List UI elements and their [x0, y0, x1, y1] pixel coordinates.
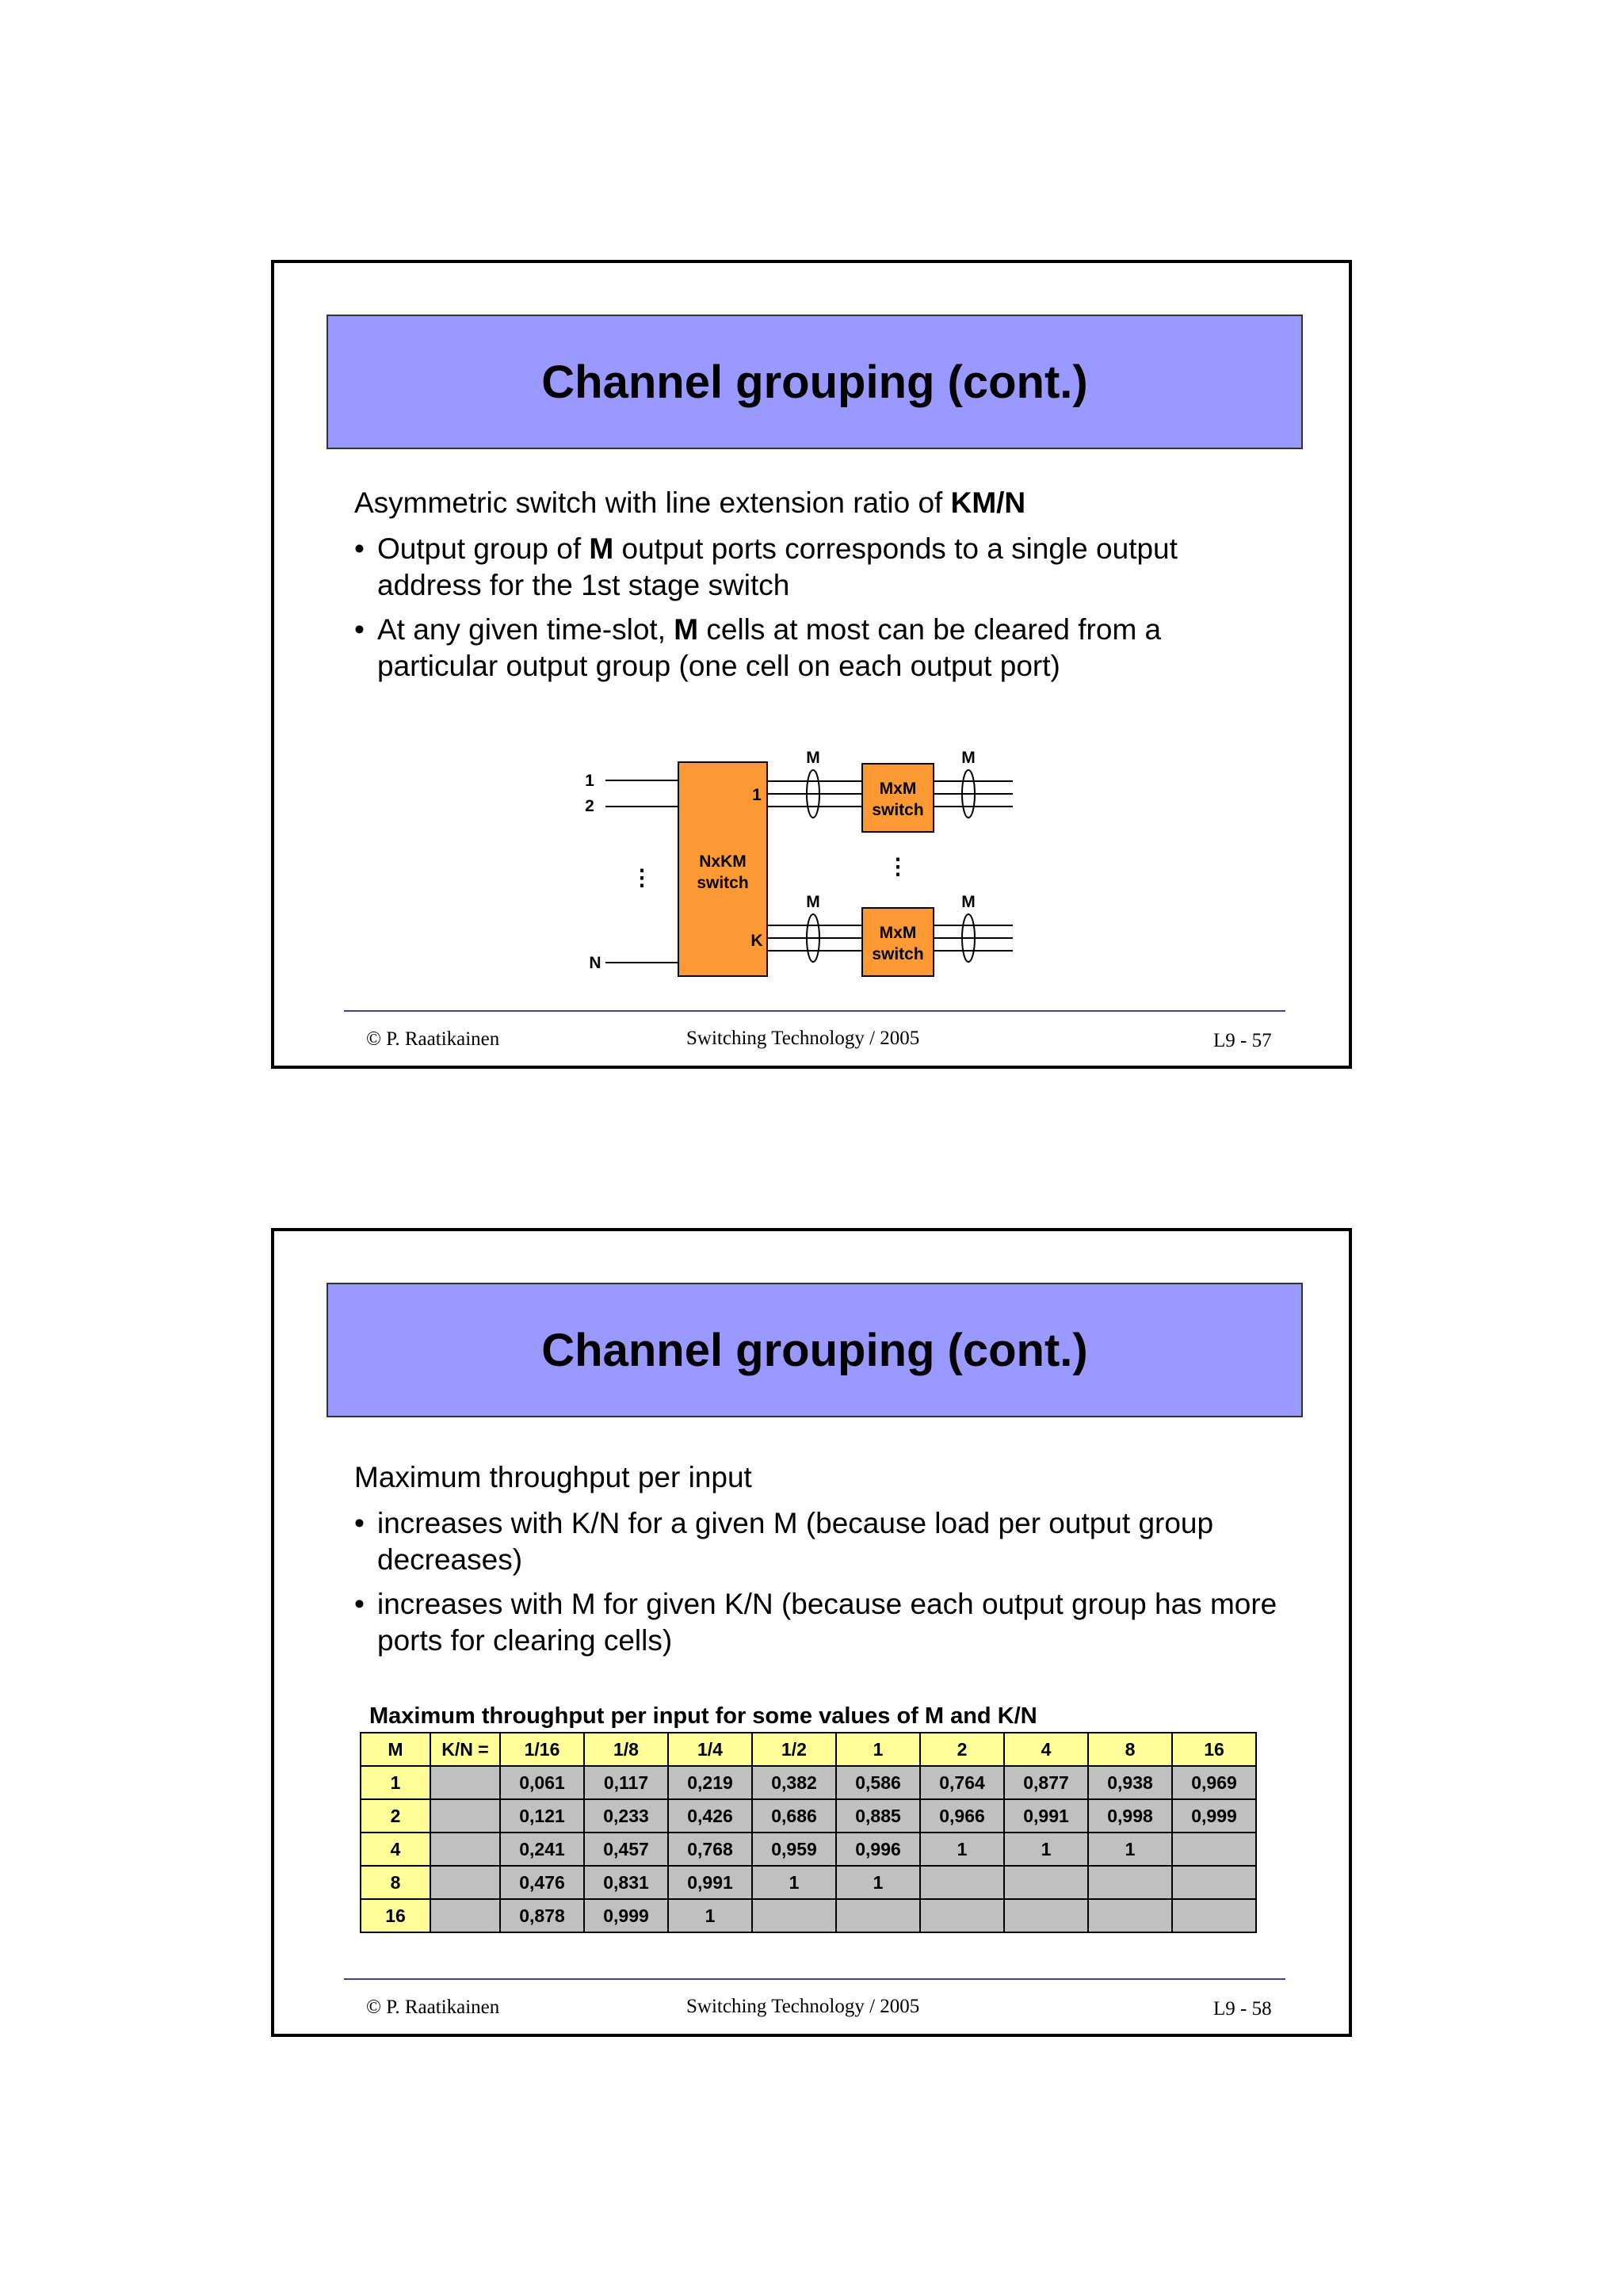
- table-header-cell: 1/2: [752, 1733, 836, 1766]
- table-cell: 0,938: [1088, 1766, 1172, 1799]
- output-label-k: K: [750, 932, 763, 950]
- table-cell: [1172, 1866, 1256, 1899]
- sub-switch-label: MxM: [879, 780, 917, 798]
- table-cell: 0,959: [752, 1833, 836, 1866]
- table-cell: [430, 1766, 500, 1799]
- table-cell: 0,382: [752, 1766, 836, 1799]
- table-row-header: 16: [361, 1899, 430, 1932]
- table-cell: [1172, 1899, 1256, 1932]
- bullet-item: • increases with K/N for a given M (because load per output group decreases): [354, 1507, 1214, 1576]
- table-cell: 0,885: [836, 1799, 920, 1833]
- table-cell: 0,686: [752, 1799, 836, 1833]
- table-cell: 1: [836, 1866, 920, 1899]
- output-label-1: 1: [752, 786, 762, 804]
- intro-line: Maximum throughput per input: [354, 1461, 752, 1493]
- table-cell: 0,457: [584, 1833, 668, 1866]
- table-cell: 0,991: [668, 1866, 752, 1899]
- table-cell: 0,998: [1088, 1799, 1172, 1833]
- table-cell: 0,768: [668, 1833, 752, 1866]
- table-cell: 0,241: [500, 1833, 584, 1866]
- slide-58: [271, 1228, 1352, 2037]
- group-label-m: M: [806, 893, 820, 911]
- table-header-cell: 1/4: [668, 1733, 752, 1766]
- table-cell: 0,878: [500, 1899, 584, 1932]
- table-header-row: [361, 1733, 1256, 1766]
- footer-author: © P. Raatikainen: [366, 1997, 500, 2018]
- table-header-cell: K/N =: [430, 1733, 500, 1766]
- sub-switch-label: switch: [872, 801, 924, 819]
- table-header-cell: M: [361, 1733, 430, 1766]
- table-cell: 1: [1004, 1833, 1088, 1866]
- table-row-header: 4: [361, 1833, 430, 1866]
- sub-switch-label: MxM: [879, 924, 917, 942]
- slide-body: [354, 1459, 1289, 1667]
- table-cell: [1088, 1866, 1172, 1899]
- table-cell: 0,233: [584, 1799, 668, 1833]
- table-header-cell: 1/16: [500, 1733, 584, 1766]
- table-cell: 0,586: [836, 1766, 920, 1799]
- table-cell: [430, 1833, 500, 1866]
- footer-course: Switching Technology / 2005: [686, 1028, 920, 1049]
- slide-title: Channel grouping (cont.): [541, 1324, 1088, 1376]
- table-cell: [920, 1899, 1004, 1932]
- slide-title-box: [327, 1283, 1303, 1417]
- input-label-n: N: [589, 954, 601, 972]
- main-switch-label: NxKM: [699, 852, 747, 871]
- table-cell: 0,996: [836, 1833, 920, 1866]
- table-cell: 0,999: [1172, 1799, 1256, 1833]
- table-cell: 1: [920, 1833, 1004, 1866]
- table-row: [361, 1833, 1256, 1866]
- input-label-2: 2: [585, 797, 594, 815]
- table-cell: 1: [752, 1866, 836, 1899]
- table-cell: 0,999: [584, 1899, 668, 1932]
- table-cell: 0,877: [1004, 1766, 1088, 1799]
- table-header-cell: 2: [920, 1733, 1004, 1766]
- footer-course: Switching Technology / 2005: [686, 1996, 920, 2017]
- group-label-m: M: [806, 749, 820, 767]
- table-cell: 0,966: [920, 1799, 1004, 1833]
- group-label-m: M: [961, 749, 976, 767]
- table-cell: [1172, 1833, 1256, 1866]
- group-label-m: M: [961, 893, 976, 911]
- table-cell: 0,219: [668, 1766, 752, 1799]
- table-header-cell: 1/8: [584, 1733, 668, 1766]
- table-cell: [920, 1866, 1004, 1899]
- table-row: [361, 1766, 1256, 1799]
- table-cell: 0,831: [584, 1866, 668, 1899]
- table-row-header: 8: [361, 1866, 430, 1899]
- table-cell: [752, 1899, 836, 1932]
- table-row: [361, 1799, 1256, 1833]
- table-cell: 1: [668, 1899, 752, 1932]
- mxm-switch-box: [862, 908, 934, 976]
- table-header-cell: 8: [1088, 1733, 1172, 1766]
- table-cell: 0,764: [920, 1766, 1004, 1799]
- table-cell: 0,121: [500, 1799, 584, 1833]
- table-cell: 0,117: [584, 1766, 668, 1799]
- table-cell: 0,061: [500, 1766, 584, 1799]
- mxm-switch-box: [862, 764, 934, 832]
- table-row-header: 2: [361, 1799, 430, 1833]
- slide-57: [271, 260, 1352, 1069]
- table-header-cell: 4: [1004, 1733, 1088, 1766]
- main-switch-label: switch: [697, 874, 749, 892]
- table-cell: [1004, 1866, 1088, 1899]
- bullet-item: • Output group of M output ports corresponds to a single output address for the 1st stage switch: [354, 532, 1178, 601]
- table-cell: [836, 1899, 920, 1932]
- table-cell: 0,991: [1004, 1799, 1088, 1833]
- footer-author: © P. Raatikainen: [366, 1028, 500, 1050]
- table-row: [361, 1866, 1256, 1899]
- table-cell: [430, 1866, 500, 1899]
- input-ellipsis: ⋮: [631, 865, 653, 890]
- table-row-header: 1: [361, 1766, 430, 1799]
- input-label-1: 1: [585, 772, 594, 790]
- table-cell: [1004, 1899, 1088, 1932]
- table-body: [361, 1733, 1256, 1932]
- table-caption: Maximum throughput per input for some values of M and K/N: [369, 1703, 1037, 1729]
- table-cell: 1: [1088, 1833, 1172, 1866]
- slide-title: Channel grouping (cont.): [541, 356, 1088, 408]
- footer-page-number: L9 - 58: [1213, 1998, 1272, 2019]
- footer-rule: [344, 1010, 1285, 1012]
- throughput-table: [360, 1732, 1257, 1933]
- table-cell: 0,426: [668, 1799, 752, 1833]
- channel-grouping-diagram: [274, 263, 1355, 1072]
- table-header-cell: 16: [1172, 1733, 1256, 1766]
- footer-page-number: L9 - 57: [1213, 1030, 1272, 1051]
- table-header-cell: 1: [836, 1733, 920, 1766]
- table-cell: [430, 1899, 500, 1932]
- table-cell: [1088, 1899, 1172, 1932]
- intro-line: Asymmetric switch with line extension ratio of KM/N: [354, 486, 1026, 519]
- bullet-item: • increases with M for given K/N (because each output group has more ports for clearing cells): [354, 1588, 1277, 1657]
- switch-ellipsis: ⋮: [887, 854, 909, 879]
- table-row: [361, 1899, 1256, 1932]
- table-cell: [430, 1799, 500, 1833]
- sub-switch-label: switch: [872, 945, 924, 963]
- footer-rule: [344, 1978, 1285, 1980]
- bullet-item: • At any given time-slot, M cells at most can be cleared from a particular output group (one cell on each output port): [354, 613, 1162, 682]
- table-cell: 0,476: [500, 1866, 584, 1899]
- table-cell: 0,969: [1172, 1766, 1256, 1799]
